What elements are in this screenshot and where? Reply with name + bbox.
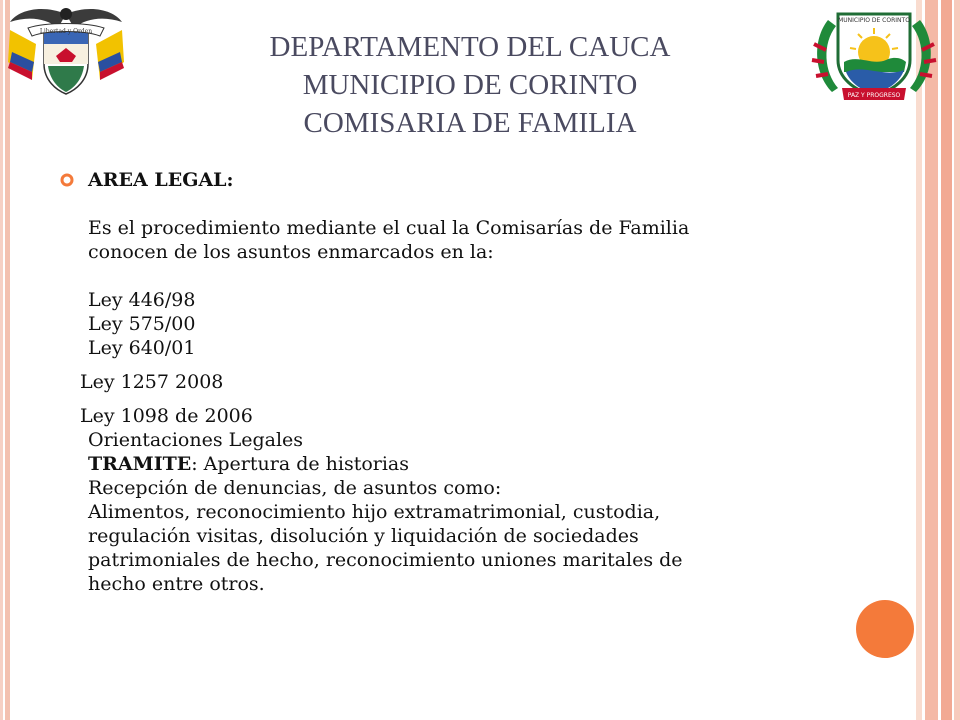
law-item: Ley 446/98 (88, 289, 196, 311)
intro-line: Es el procedimiento mediante el cual la Comisarías de Familia (88, 217, 690, 239)
law-item: Ley 1257 2008 (80, 371, 224, 393)
right-decorative-band (916, 0, 960, 720)
body-line: hecho entre otros. (88, 573, 265, 595)
title-line-municipality: MUNICIPIO DE CORINTO (302, 69, 638, 101)
law-item: Ley 1098 de 2006 (80, 405, 253, 427)
colombia-coat-of-arms-icon (2, 0, 130, 100)
law-item: Ley 640/01 (88, 337, 196, 359)
orange-circle-decoration (856, 600, 914, 658)
body-line: Recepción de denuncias, de asuntos como: (88, 477, 502, 499)
tramite-label: TRAMITE (88, 453, 192, 475)
shield-ribbon-text: PAZ Y PROGRESO (847, 92, 901, 99)
slide-content (60, 168, 820, 596)
tramite-line (60, 452, 820, 476)
page-title (150, 28, 790, 142)
tramite-text: : Apertura de historias (191, 453, 410, 475)
title-line-department: DEPARTAMENTO DEL CAUCA (269, 31, 671, 63)
body-line: regulación visitas, disolución y liquidación de sociedades (88, 525, 639, 547)
bullet-item (60, 168, 820, 192)
orange-ring-bullet-icon (60, 173, 74, 187)
body-line: patrimoniales de hecho, reconocimiento uniones maritales de (88, 549, 683, 571)
body-line: Alimentos, reconocimiento hijo extramatrimonial, custodia, (88, 501, 661, 523)
orientaciones-line: Orientaciones Legales (88, 429, 304, 451)
corinto-shield-icon (808, 0, 940, 104)
coat-of-arms-motto: Libertad y Orden (39, 28, 93, 35)
left-decorative-rule (0, 0, 10, 720)
section-heading: AREA LEGAL: (88, 169, 234, 191)
title-line-office: COMISARIA DE FAMILIA (303, 107, 637, 139)
intro-line: conocen de los asuntos enmarcados en la: (88, 241, 494, 263)
law-item: Ley 575/00 (88, 313, 196, 335)
shield-top-text: MUNICIPIO DE CORINTO (838, 17, 910, 24)
